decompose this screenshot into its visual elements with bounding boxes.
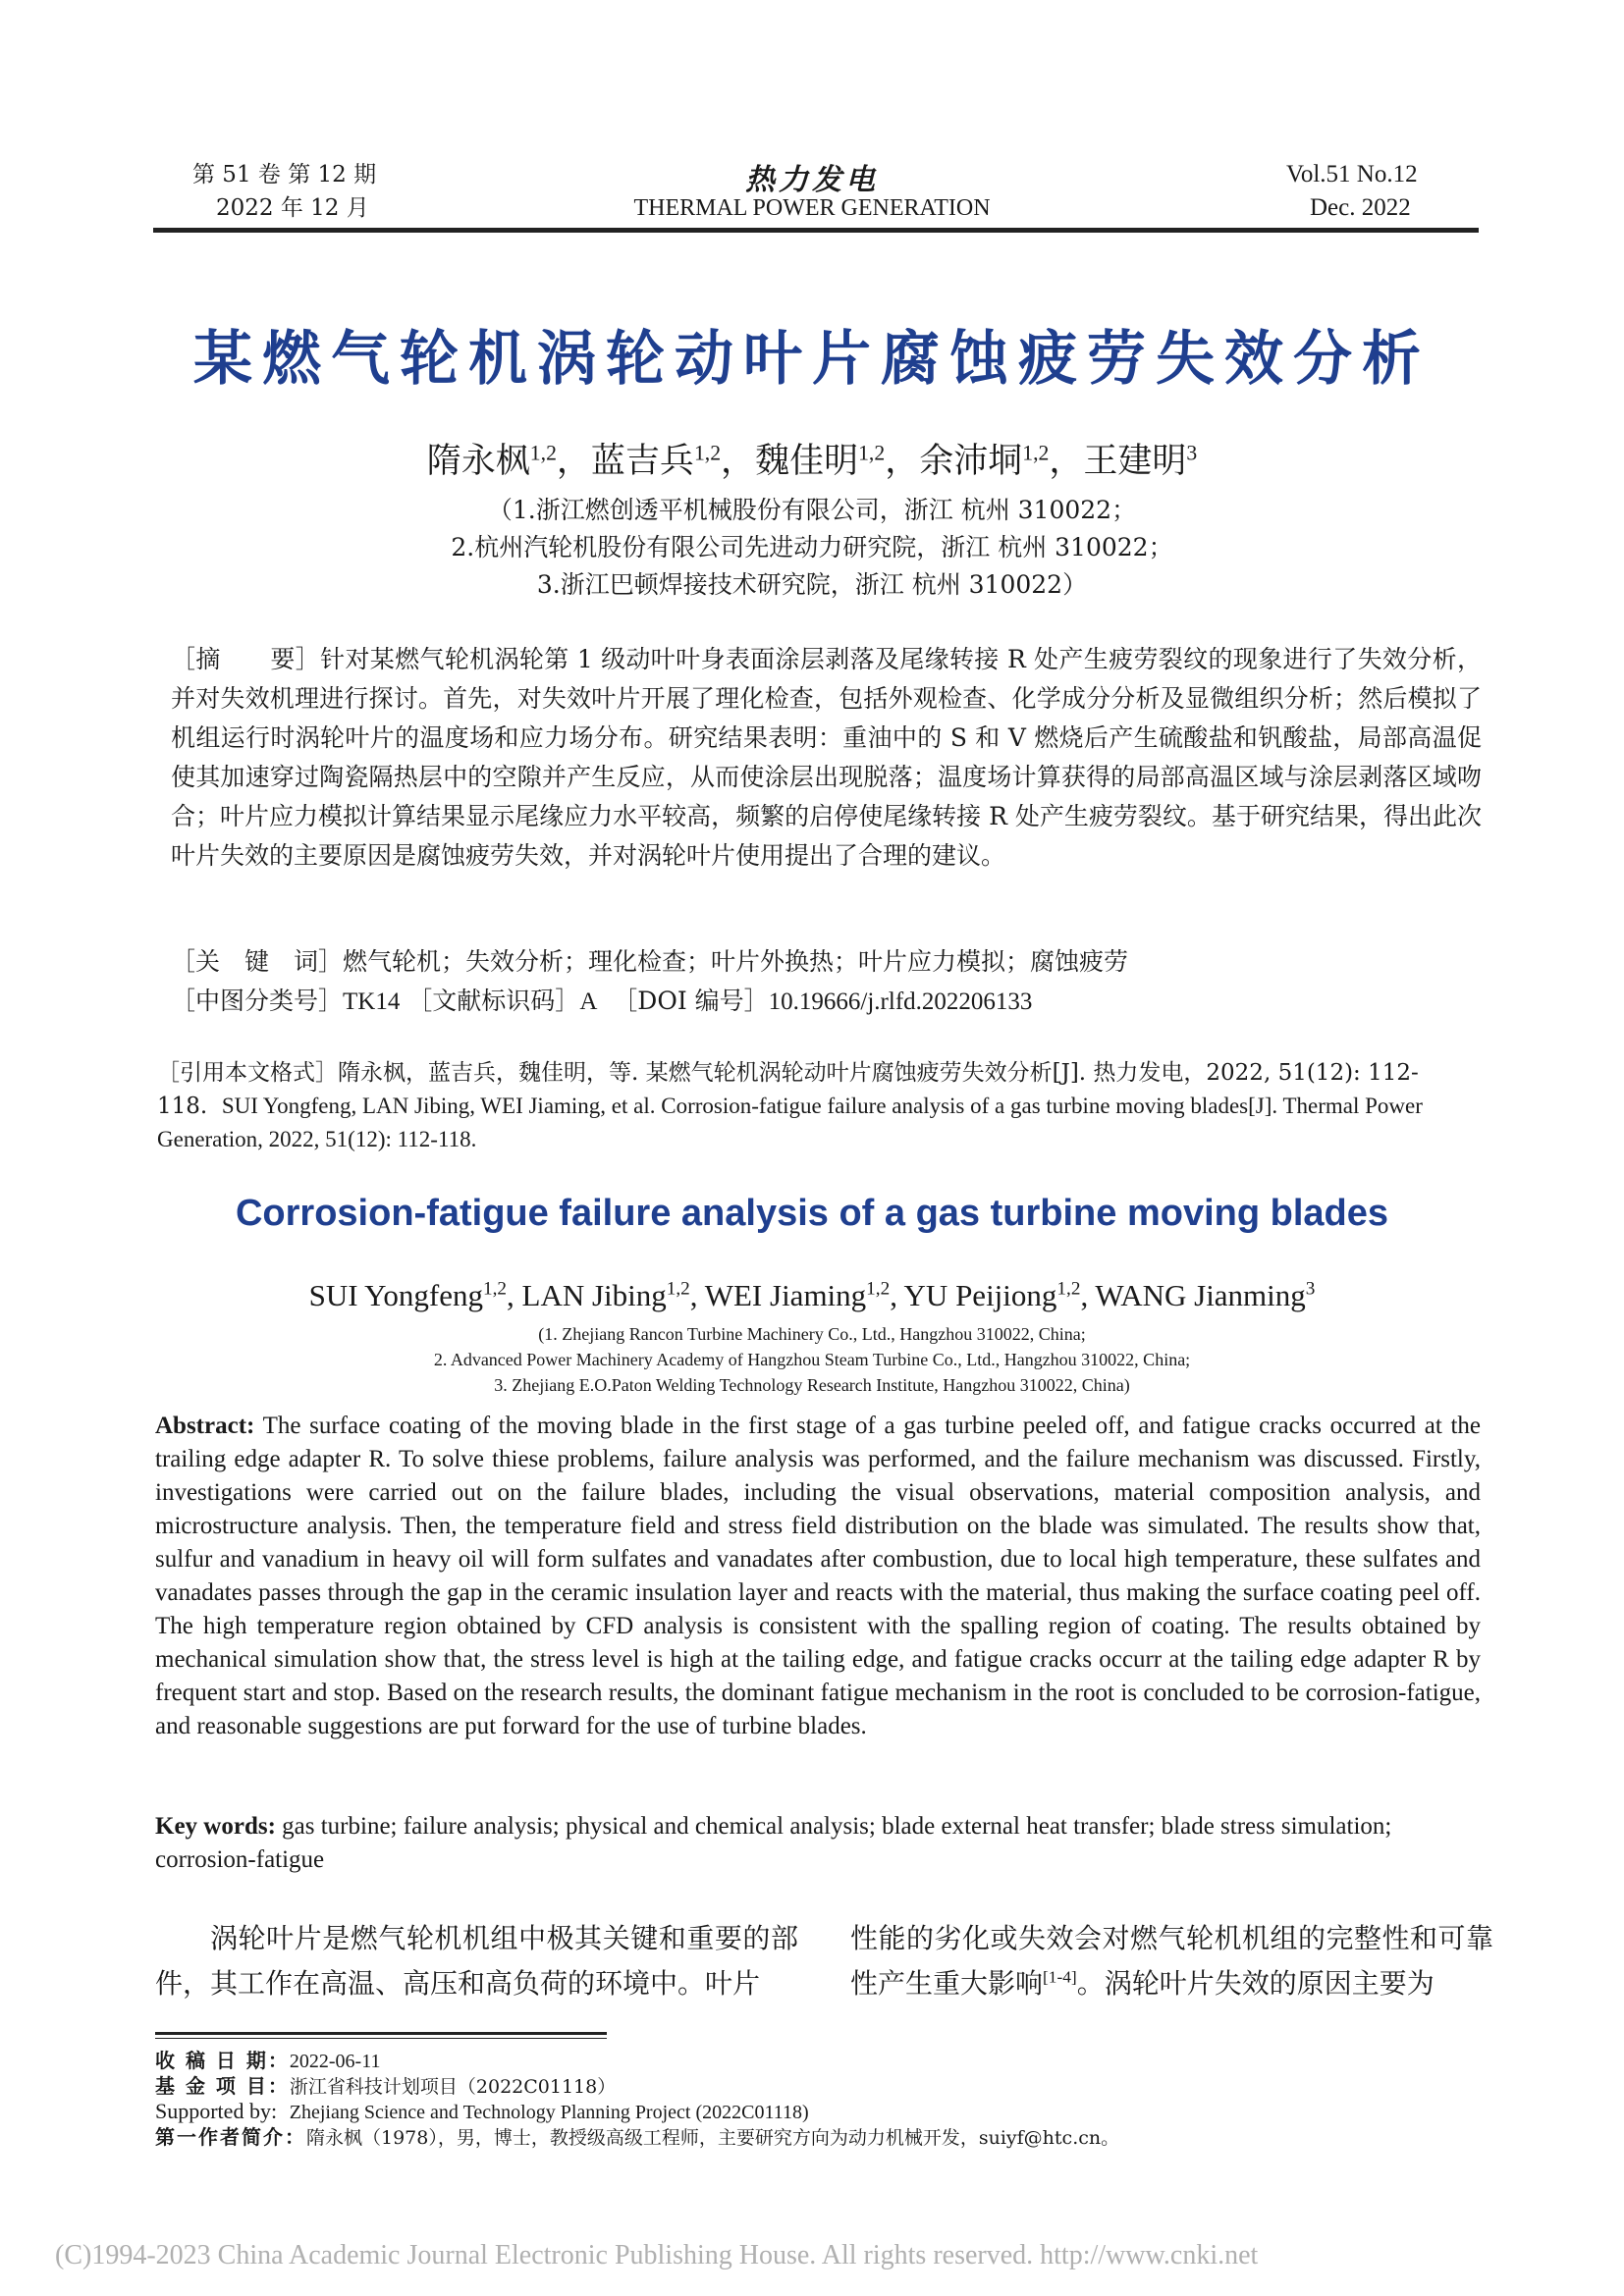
author-en-affil-sup: 1,2: [1056, 1278, 1081, 1300]
doi-label: ［DOI 编号］: [613, 987, 769, 1015]
citation-en: SUI Yongfeng, LAN Jibing, WEI Jiaming, et al. Corrosion-fatigue failure analysis of a gas turbine moving blades[J]. Thermal Power Generation, 2022, 51(12): 112-118.: [157, 1094, 1423, 1151]
header-volume-cn: 第 51 卷 第 12 期: [192, 162, 377, 187]
abstract-cn-label: ［摘 要］: [171, 645, 321, 673]
author-cn-name: 蓝吉兵: [590, 442, 694, 481]
author-cn-affil-sup: 3: [1186, 441, 1198, 465]
affiliation-cn-3: 3.浙江巴顿焊接技术研究院，浙江 杭州 310022）: [536, 570, 1088, 599]
abstract-en: [155, 1410, 1481, 1743]
abstract-en-text: The surface coating of the moving blade in the first stage of a gas turbine peeled off, and fatigue cracks occurred at the trailing edge adapter R. To solve thiese problems, failure analysis was performed, and the failure mechanism was discussed. Firstly, investigations were carried out on the failure blades, including the visual observations, material composition analysis, and microstructure analysis. Then, the temperature field and stress field distribution on the blade was simulated. The results show that, sulfur and vanadium in heavy oil will form sulfates and vanadates after combustion, due to local high temperature, these sulfates and vanadates passes through the gap in the ceramic insulation layer and reacts with the material, thus making the surface coating peel off. The high temperature region obtained by CFD analysis is consistent with the spalling region of coating. The results obtained by mechanical simulation show that, the stress level is high at the tailing edge, and fatigue cracks occurr at the tailing edge adapter R by frequent start and stop. Based on the research results, the dominant fatigue mechanism in the root is concluded to be corrosion-fatigue, and reasonable suggestions are put forward for the use of turbine blades.: [155, 1413, 1481, 1739]
body-right-text-b: 。涡轮叶片失效的原因主要为: [1076, 1967, 1435, 2000]
author-cn-name: 隋永枫: [426, 442, 530, 481]
author-en-affil-sup: 3: [1305, 1278, 1316, 1300]
citation-block: [157, 1056, 1483, 1156]
author-en-name: WEI Jiaming: [704, 1278, 867, 1312]
author-en-name: LAN Jibing: [521, 1278, 667, 1312]
title-cn: 某燃气轮机涡轮动叶片腐蚀疲劳失效分析: [193, 325, 1431, 394]
received-label: 收 稿 日 期：: [155, 2049, 290, 2072]
body-left-column: 涡轮叶片是燃气轮机机组中极其关键和重要的部件，其工作在高温、高压和高负荷的环境中。叶片: [155, 1922, 798, 2000]
fund-text: 浙江省科技计划项目（2022C01118）: [289, 2076, 617, 2098]
supported-label: Supported by:: [155, 2099, 278, 2123]
affiliation-en-3: 3. Zhejiang E.O.Paton Welding Technology Research Institute, Hangzhou 310022, China): [494, 1375, 1130, 1395]
doc-code-value: A: [579, 988, 598, 1015]
header-journal-en: THERMAL POWER GENERATION: [633, 195, 991, 221]
authors-cn: 隋永枫$^{1,2}$，蓝吉兵$^{1,2}$，魏佳明$^{1,2}$，余沛垌$^{1,2}$，王建明$^3$: [426, 441, 1198, 481]
citation-label: ［引用本文格式］: [157, 1060, 338, 1086]
clc-label: ［中图分类号］: [171, 987, 344, 1015]
classification-line: [171, 982, 1482, 1022]
author-cn-affil-sup: 1,2: [693, 441, 722, 465]
abstract-cn: [171, 640, 1482, 876]
footnote-first-author: [155, 2124, 1119, 2151]
keywords-en: [155, 1810, 1481, 1877]
keywords-cn-label: ［关 键 词］: [171, 947, 344, 976]
doi-value: 10.19666/j.rlfd.202206133: [768, 988, 1033, 1015]
author-cn-name: 魏佳明: [755, 442, 859, 481]
author-en-name: SUI Yongfeng: [308, 1278, 483, 1312]
affiliation-cn-1: （1.浙江燃创透平机械股份有限公司，浙江 杭州 310022；: [487, 496, 1137, 524]
fund-label: 基 金 项 目：: [155, 2074, 290, 2098]
footnote-rule-bottom: [155, 2038, 607, 2039]
header-journal-cn: 热力发电: [745, 163, 879, 197]
author-cn-affil-sup: 1,2: [1022, 441, 1050, 465]
header-date-cn: 2022 年 12 月: [216, 195, 369, 221]
authors-en: SUI Yongfeng$^{1,2}$, LAN Jibing$^{1,2}$, WEI Jiaming$^{1,2}$, YU Peijiong$^{1,2}$, WANG Jianming$^3$: [308, 1278, 1316, 1312]
author-en-affil-sup: 1,2: [483, 1278, 508, 1300]
footnote-rule-top: [155, 2032, 607, 2035]
body-right-text-a: 性能的劣化或失效会对燃气轮机机组的完整性和可靠性产生重大影响: [850, 1922, 1493, 2000]
affiliation-en-1: (1. Zhejiang Rancon Turbine Machinery Co., Ltd., Hangzhou 310022, China;: [538, 1324, 1086, 1344]
author-en-affil-sup: 1,2: [666, 1278, 690, 1300]
first-author-text: 隋永枫（1978），男，博士，教授级高级工程师，主要研究方向为动力机械开发，suiyf@htc.cn。: [306, 2127, 1120, 2149]
body-ref: [1-4]: [1043, 1967, 1077, 1987]
keywords-cn-text: 燃气轮机；失效分析；理化检查；叶片外换热；叶片应力模拟；腐蚀疲劳: [343, 947, 1129, 976]
footnote-fund: [155, 2073, 616, 2100]
footnote-received: [155, 2048, 380, 2074]
header-date-en: Dec. 2022: [1310, 194, 1411, 221]
title-en: Corrosion-fatigue failure analysis of a gas turbine moving blades: [235, 1193, 1388, 1234]
supported-text: Zhejiang Science and Technology Planning Project (2022C01118): [289, 2102, 809, 2123]
footnote-supported: [155, 2099, 809, 2125]
author-cn-name: 王建明: [1083, 442, 1187, 481]
keywords-cn: [171, 942, 1482, 982]
abstract-cn-text: 针对某燃气轮机涡轮第 1 级动叶叶身表面涂层剥落及尾缘转接 R 处产生疲劳裂纹的现象进行了失效分析，并对失效机理进行探讨。首先，对失效叶片开展了理化检查，包括外观检查、化学成分分析及显微组织分析；然后模拟了机组运行时涡轮叶片的温度场和应力场分布。研究结果表明：重油中的 S 和 V 燃烧后产生硫酸盐和钒酸盐，局部高温促使其加速穿过陶瓷隔热层中的空隙并产生反应，从而使涂层出现脱落；温度场计算获得的局部高温区域与涂层剥落区域吻合；叶片应力模拟计算结果显示尾缘应力水平较高，频繁的启停使尾缘转接 R 处产生疲劳裂纹。基于研究结果，得出此次叶片失效的主要原因是腐蚀疲劳失效，并对涡轮叶片使用提出了合理的建议。: [171, 645, 1482, 870]
author-en-name: YU Peijiong: [903, 1278, 1057, 1312]
keywords-en-text: gas turbine; failure analysis; physical and chemical analysis; blade external heat transfer; blade stress simulation; corrosion-fatigue: [155, 1813, 1392, 1873]
first-author-label: 第一作者简介：: [155, 2125, 306, 2149]
clc-value: TK14: [343, 988, 401, 1015]
header-rule: [153, 228, 1479, 233]
author-cn-affil-sup: 1,2: [858, 441, 886, 465]
copyright-notice: (C)1994-2023 China Academic Journal Electronic Publishing House. All rights reserved. http://www.cnki.net: [55, 2240, 1259, 2270]
abstract-en-label: Abstract:: [155, 1413, 255, 1439]
body-right-column: [850, 1916, 1493, 2006]
header-volume-en: Vol.51 No.12: [1286, 161, 1418, 187]
author-cn-affil-sup: 1,2: [529, 441, 557, 465]
affiliation-en-2: 2. Advanced Power Machinery Academy of Hangzhou Steam Turbine Co., Ltd., Hangzhou 310022, China;: [433, 1350, 1191, 1369]
doc-code-label: ［文献标识码］: [407, 987, 580, 1015]
author-en-name: WANG Jianming: [1095, 1278, 1306, 1312]
received-date: 2022-06-11: [289, 2051, 381, 2072]
affiliation-cn-2: 2.杭州汽轮机股份有限公司先进动力研究院，浙江 杭州 310022；: [451, 533, 1173, 561]
author-cn-name: 余沛垌: [919, 442, 1023, 481]
author-en-affil-sup: 1,2: [866, 1278, 891, 1300]
citation-cn: 隋永枫，蓝吉兵，魏佳明，等. 某燃气轮机涡轮动叶片腐蚀疲劳失效分析[J]. 热力发电，2022, 51(12): 112-118.: [157, 1060, 1419, 1119]
keywords-en-label: Key words:: [155, 1813, 276, 1840]
